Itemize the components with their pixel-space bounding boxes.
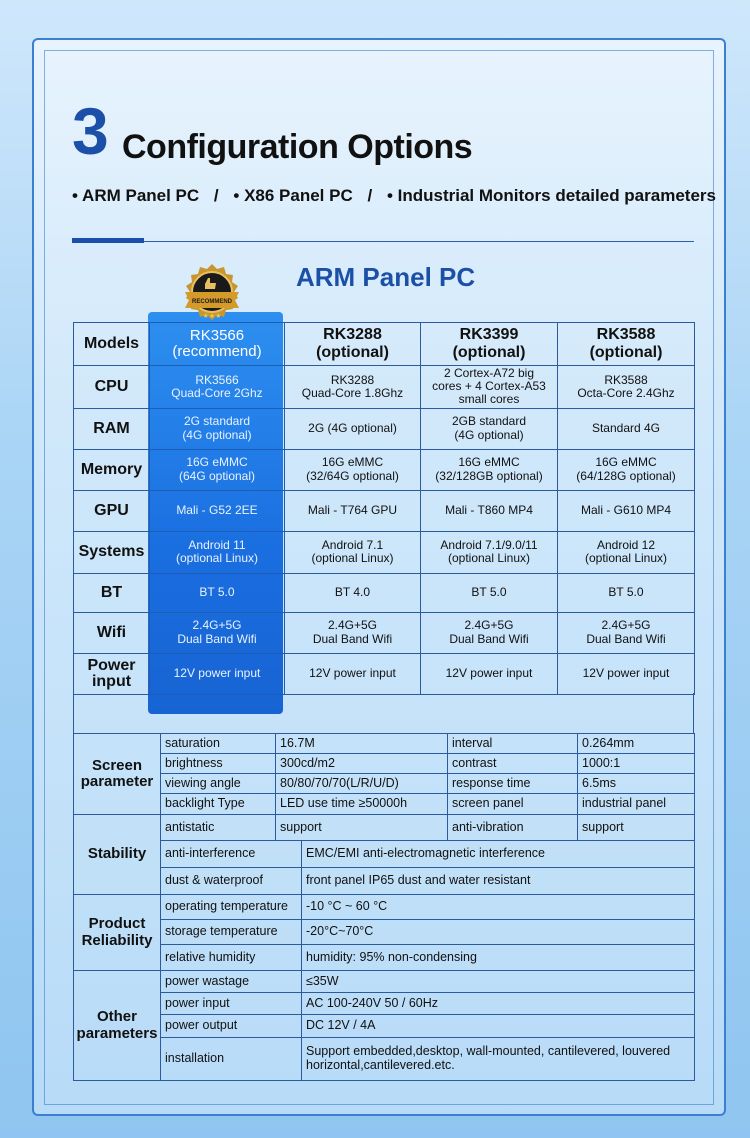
row-label: Memory xyxy=(74,449,150,490)
cell: 2G standard (4G optional) xyxy=(150,408,285,449)
param-key: relative humidity xyxy=(161,945,302,971)
param-key: anti-interference xyxy=(161,841,302,868)
param-row xyxy=(74,841,695,868)
cell: 2.4G+5G Dual Band Wifi xyxy=(285,612,421,653)
svg-text:★★★: ★★★ xyxy=(202,312,222,320)
col-rk3288: RK3288 (optional) xyxy=(285,323,421,366)
cell: 12V power input xyxy=(150,653,285,694)
cell: 12V power input xyxy=(421,653,558,694)
cell: 12V power input xyxy=(558,653,695,694)
spacer-row xyxy=(73,693,694,733)
param-key: screen panel xyxy=(448,794,578,815)
cell: Mali - T764 GPU xyxy=(285,490,421,531)
cell: Standard 4G xyxy=(558,408,695,449)
cell: RK3566 Quad-Core 2Ghz xyxy=(150,366,285,409)
divider-accent xyxy=(72,238,144,243)
recommend-badge-icon xyxy=(177,262,247,330)
param-value: 80/80/70/70(L/R/U/D) xyxy=(276,774,448,794)
param-value: 6.5ms xyxy=(578,774,695,794)
row-label: Wifi xyxy=(74,612,150,653)
param-value: humidity: 95% non-condensing xyxy=(302,945,695,971)
param-row xyxy=(74,774,695,794)
param-key: dust & waterproof xyxy=(161,868,302,895)
param-row xyxy=(74,734,695,754)
spec-row-wifi xyxy=(74,612,695,653)
param-value: 16.7M xyxy=(276,734,448,754)
subtitle xyxy=(72,186,716,206)
param-value: 1000:1 xyxy=(578,754,695,774)
param-key: brightness xyxy=(161,754,276,774)
section-title: ARM Panel PC xyxy=(296,262,476,292)
cell: 16G eMMC (64/128G optional) xyxy=(558,449,695,490)
param-value: industrial panel xyxy=(578,794,695,815)
param-value: LED use time ≥50000h xyxy=(276,794,448,815)
param-key: installation xyxy=(161,1038,302,1081)
row-label: BT xyxy=(74,573,150,612)
page-title: Configuration Options xyxy=(122,128,473,166)
cell: Mali - T860 MP4 xyxy=(421,490,558,531)
param-value: -20°C~70°C xyxy=(302,920,695,945)
param-row xyxy=(74,794,695,815)
cell: 16G eMMC (64G optional) xyxy=(150,449,285,490)
row-label: Power input xyxy=(74,653,150,694)
divider xyxy=(72,241,694,242)
param-row xyxy=(74,815,695,841)
cell: Android 7.1/9.0/11 (optional Linux) xyxy=(421,531,558,573)
spec-row-power xyxy=(74,653,695,694)
param-key: anti-vibration xyxy=(448,815,578,841)
param-key: storage temperature xyxy=(161,920,302,945)
param-key: response time xyxy=(448,774,578,794)
param-key: power input xyxy=(161,993,302,1015)
param-value: -10 °C ~ 60 °C xyxy=(302,895,695,920)
row-label: GPU xyxy=(74,490,150,531)
param-key: interval xyxy=(448,734,578,754)
group-reliability: Product Reliability xyxy=(74,895,161,971)
param-value: support xyxy=(276,815,448,841)
cell: BT 5.0 xyxy=(150,573,285,612)
col-rk3566: RK3566 (recommend) xyxy=(150,323,285,366)
cell: 2.4G+5G Dual Band Wifi xyxy=(558,612,695,653)
spec-row-memory xyxy=(74,449,695,490)
row-label: CPU xyxy=(74,366,150,409)
param-key: saturation xyxy=(161,734,276,754)
param-value: front panel IP65 dust and water resistant xyxy=(302,868,695,895)
cell: RK3588 Octa-Core 2.4Ghz xyxy=(558,366,695,409)
param-key: operating temperature xyxy=(161,895,302,920)
section-number: 3 xyxy=(72,94,109,168)
cell: Android 7.1 (optional Linux) xyxy=(285,531,421,573)
col-rk3588: RK3588 (optional) xyxy=(558,323,695,366)
cell: BT 5.0 xyxy=(421,573,558,612)
param-key: backlight Type xyxy=(161,794,276,815)
param-key: power wastage xyxy=(161,971,302,993)
cell: BT 5.0 xyxy=(558,573,695,612)
params-table xyxy=(73,733,695,1081)
cell: RK3288 Quad-Core 1.8Ghz xyxy=(285,366,421,409)
param-value: 300cd/m2 xyxy=(276,754,448,774)
cell: 12V power input xyxy=(285,653,421,694)
spec-header-row xyxy=(74,323,695,366)
cell: 2G (4G optional) xyxy=(285,408,421,449)
param-value: AC 100-240V 50 / 60Hz xyxy=(302,993,695,1015)
spec-row-ram xyxy=(74,408,695,449)
param-row xyxy=(74,868,695,895)
param-row xyxy=(74,945,695,971)
cell: 16G eMMC (32/128GB optional) xyxy=(421,449,558,490)
param-row xyxy=(74,1038,695,1081)
cell: 2GB standard (4G optional) xyxy=(421,408,558,449)
param-row xyxy=(74,971,695,993)
cell: Android 12 (optional Linux) xyxy=(558,531,695,573)
subtitle-arm: • ARM Panel PC xyxy=(72,186,200,205)
col-rk3399: RK3399 (optional) xyxy=(421,323,558,366)
cell: 2 Cortex-A72 big cores + 4 Cortex-A53 small cores xyxy=(421,366,558,409)
cell: 2.4G+5G Dual Band Wifi xyxy=(150,612,285,653)
spec-table xyxy=(73,322,695,695)
cell: 16G eMMC (32/64G optional) xyxy=(285,449,421,490)
cell: Mali - G52 2EE xyxy=(150,490,285,531)
cell: Android 11 (optional Linux) xyxy=(150,531,285,573)
subtitle-monitors: • Industrial Monitors detailed parameters xyxy=(386,186,716,205)
param-row xyxy=(74,1015,695,1038)
param-row xyxy=(74,754,695,774)
spec-row-gpu xyxy=(74,490,695,531)
param-key: viewing angle xyxy=(161,774,276,794)
param-row xyxy=(74,993,695,1015)
badge-text: RECOMMEND xyxy=(192,299,232,305)
cell: Mali - G610 MP4 xyxy=(558,490,695,531)
subtitle-sep-1: / xyxy=(213,186,219,205)
param-row xyxy=(74,920,695,945)
col-models: Models xyxy=(74,323,150,366)
param-key: power output xyxy=(161,1015,302,1038)
param-key: contrast xyxy=(448,754,578,774)
param-value: DC 12V / 4A xyxy=(302,1015,695,1038)
param-value: Support embedded,desktop, wall-mounted, cantilevered, louvered horizontal,cantilevered.etc. xyxy=(302,1038,695,1081)
spec-row-systems xyxy=(74,531,695,573)
param-value: support xyxy=(578,815,695,841)
subtitle-sep-2: / xyxy=(367,186,373,205)
cell: BT 4.0 xyxy=(285,573,421,612)
param-value: EMC/EMI anti-electromagnetic interference xyxy=(302,841,695,868)
group-screen: Screen parameter xyxy=(74,734,161,815)
param-key: antistatic xyxy=(161,815,276,841)
group-other: Other parameters xyxy=(74,971,161,1081)
row-label: Systems xyxy=(74,531,150,573)
cell: 2.4G+5G Dual Band Wifi xyxy=(421,612,558,653)
spec-row-cpu xyxy=(74,366,695,409)
spec-row-bt xyxy=(74,573,695,612)
param-row xyxy=(74,895,695,920)
group-stability: Stability xyxy=(74,815,161,895)
subtitle-x86: • X86 Panel PC xyxy=(233,186,353,205)
row-label: RAM xyxy=(74,408,150,449)
param-value: ≤35W xyxy=(302,971,695,993)
param-value: 0.264mm xyxy=(578,734,695,754)
